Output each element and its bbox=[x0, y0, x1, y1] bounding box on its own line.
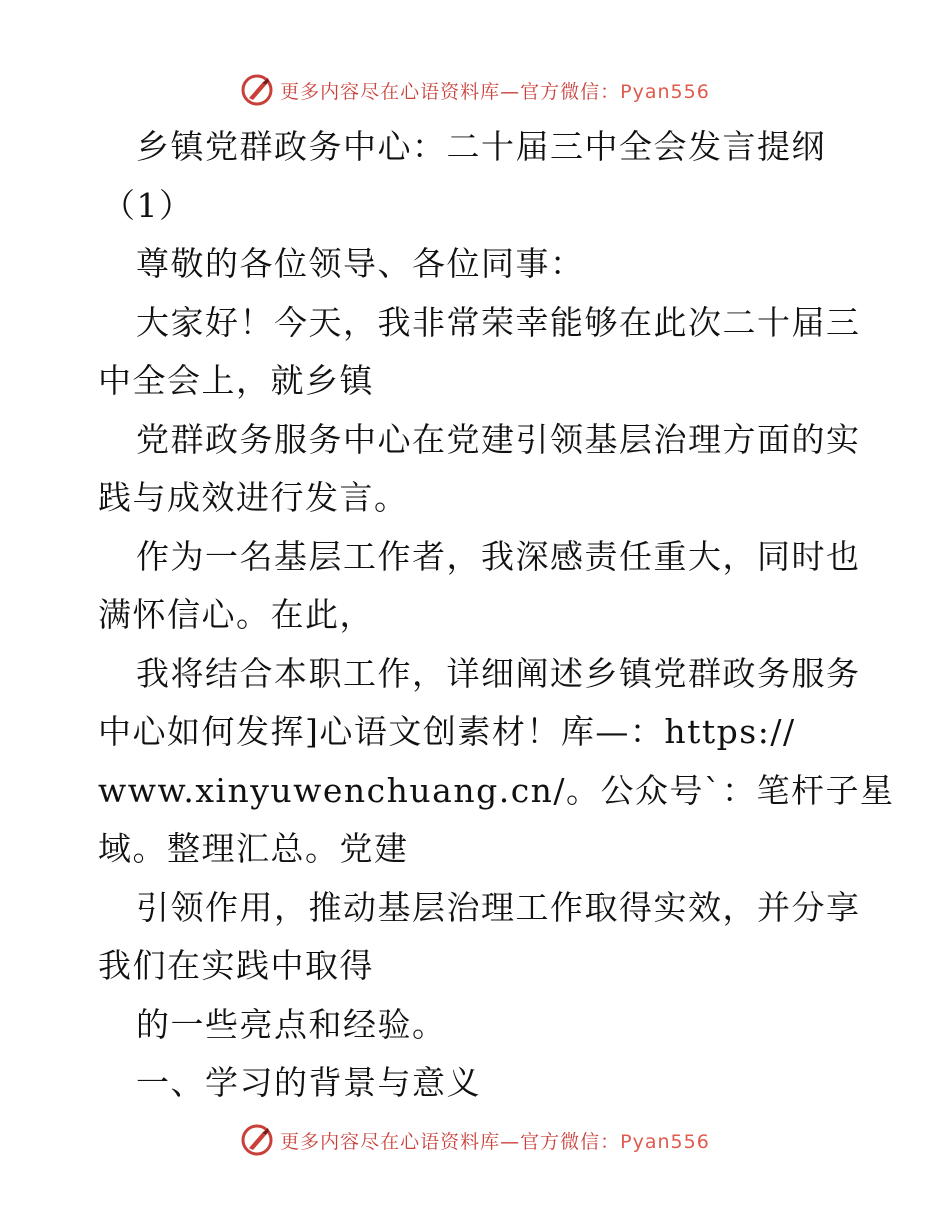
text-line: 满怀信心。在此， bbox=[98, 595, 374, 634]
banner-text bbox=[280, 1127, 710, 1154]
text-line: 的一些亮点和经验。 bbox=[136, 1004, 447, 1044]
text-line-url: www.xinyuwenchuang.cn/。公众号`：笔杆子星 bbox=[98, 770, 895, 810]
section-heading: 一、学习的背景与意义 bbox=[136, 1063, 481, 1102]
document-title-line-2: （1） bbox=[102, 185, 194, 225]
quill-pen-logo-icon bbox=[240, 73, 274, 107]
banner-text bbox=[280, 77, 710, 104]
header-watermark-banner bbox=[0, 70, 950, 110]
text-line: 大家好！今天，我非常荣幸能够在此次二十届三 bbox=[136, 302, 861, 342]
banner-wechat-id: Pyan556 bbox=[620, 80, 710, 103]
text-line: 党群政务服务中心在党建引领基层治理方面的实 bbox=[136, 419, 861, 459]
text-line: 我将结合本职工作，详细阐述乡镇党群政务服务 bbox=[136, 653, 861, 693]
banner-slogan: 更多内容尽在心语资料库—官方微信： bbox=[280, 80, 621, 103]
banner-slogan: 更多内容尽在心语资料库—官方微信： bbox=[280, 1130, 621, 1153]
document-body bbox=[98, 118, 895, 1113]
text-line: 中心如何发挥]心语文创素材！库—：https:// bbox=[98, 712, 796, 751]
document-title-line-1: 乡镇党群政务中心：二十届三中全会发言提纲 bbox=[136, 127, 826, 166]
quill-pen-logo-icon bbox=[240, 1123, 274, 1157]
text-line: 作为一名基层工作者，我深感责任重大，同时也 bbox=[136, 536, 861, 576]
text-line: 引领作用，推动基层治理工作取得实效，并分享 bbox=[136, 887, 861, 927]
text-line: 中全会上，就乡镇 bbox=[98, 361, 374, 400]
text-line: 尊敬的各位领导、各位同事： bbox=[136, 244, 585, 283]
text-line: 我们在实践中取得 bbox=[98, 946, 374, 985]
footer-watermark-banner bbox=[0, 1120, 950, 1160]
text-line: 践与成效进行发言。 bbox=[98, 478, 409, 517]
banner-wechat-id: Pyan556 bbox=[620, 1130, 710, 1153]
text-line: 域。整理汇总。党建 bbox=[98, 829, 409, 868]
